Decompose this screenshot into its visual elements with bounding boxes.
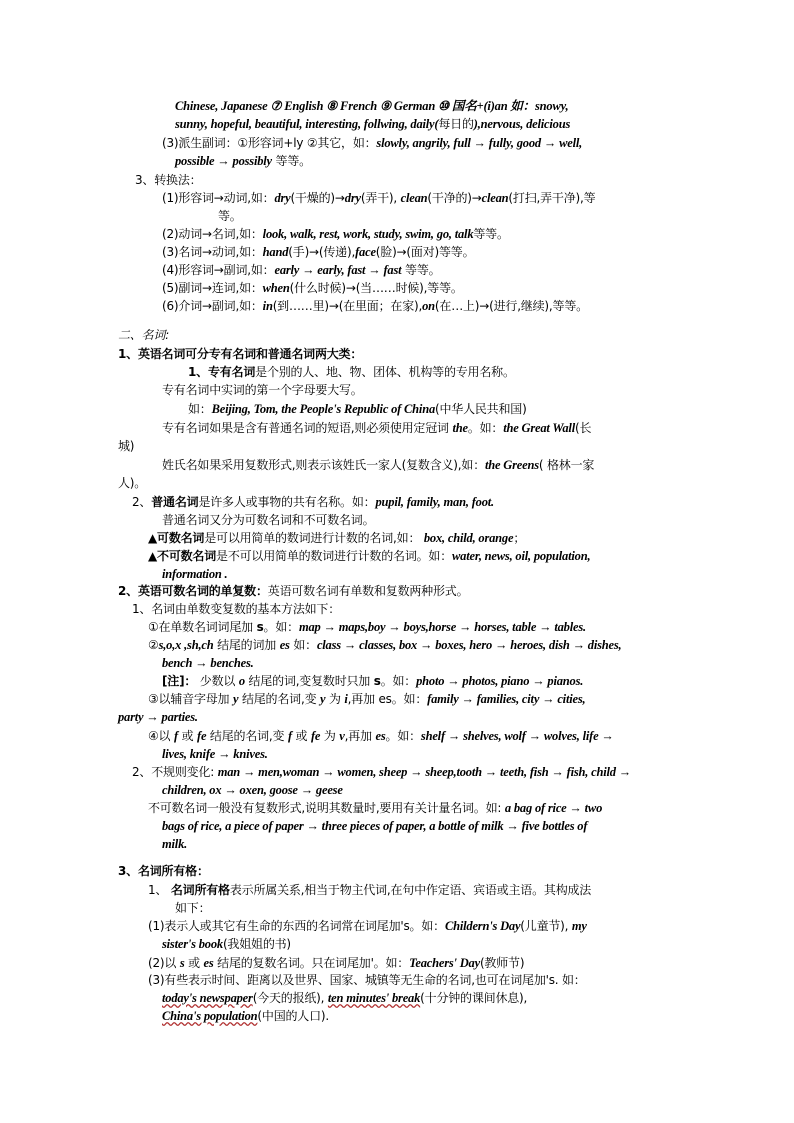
text-run: when	[262, 281, 290, 295]
text-run: 或	[291, 729, 311, 743]
text-run: f	[287, 729, 292, 743]
text-run: (2)动词→名词,如：	[162, 227, 263, 241]
text-run: (干燥的)→	[290, 191, 345, 205]
text-line	[162, 262, 440, 278]
text-run: ②	[148, 638, 159, 652]
text-run: (脸)→(面对)等等。	[375, 245, 475, 259]
text-run: s,o,x ,sh,ch	[158, 638, 214, 652]
text-run: Childern's Day	[444, 919, 521, 933]
text-run: (6)介词→副词,如：	[162, 299, 263, 313]
text-line	[148, 691, 585, 707]
text-line	[118, 709, 198, 725]
text-run: (到……里)→(在里面；在家),	[272, 299, 423, 313]
text-line	[118, 438, 134, 454]
text-run: Teachers' Day	[409, 956, 480, 970]
text-line	[118, 583, 468, 599]
text-run: y	[232, 692, 239, 706]
text-run: 结尾的名词,变	[238, 692, 320, 706]
text-run: 。如：	[385, 729, 421, 743]
text-line	[135, 172, 201, 188]
text-run: on	[422, 299, 435, 313]
text-run: 1、	[148, 883, 171, 897]
text-line	[162, 420, 591, 436]
text-run: the Greens	[485, 458, 539, 472]
text-run: 1、名词由单数变复数的基本方法如下：	[132, 602, 341, 616]
text-run: ④以	[148, 729, 174, 743]
text-line	[162, 298, 588, 314]
text-run: clean	[481, 191, 509, 205]
text-run: 结尾的名词,变	[206, 729, 288, 743]
text-line	[118, 475, 146, 491]
text-run: 或	[184, 956, 204, 970]
text-run: ( 格林一家	[538, 458, 595, 472]
text-run: man → men,woman → women, sheep → sheep,tooth → teeth, fish → fish, child →	[217, 765, 632, 779]
text-line	[132, 764, 631, 780]
text-line	[162, 244, 474, 260]
text-run: map → maps,boy → boys,horse → horses, table → tables.	[298, 620, 586, 634]
text-run: fe	[310, 729, 321, 743]
text-run: ①在单数名词词尾加	[148, 620, 257, 634]
text-run: bench → benches.	[162, 656, 254, 670]
text-run: 结尾的复数名词。只在词尾加'。如：	[213, 956, 410, 970]
text-run: (1)表示人或其它有生命的东西的名词常在词尾加's。如：	[148, 919, 445, 933]
text-line	[162, 818, 587, 834]
text-run: 3、转换法：	[135, 173, 202, 187]
text-run: (中华人民共和国)	[435, 402, 527, 416]
text-line	[175, 98, 568, 114]
text-run: 二、名词:	[118, 328, 170, 342]
text-line	[175, 153, 311, 169]
text-run: box, child, orange	[423, 531, 514, 545]
text-run: 等等。	[401, 263, 441, 277]
text-run: 专有名词如果是含有普通名词的短语,则必须使用定冠词	[162, 421, 453, 435]
text-run: possible → possibly	[175, 154, 272, 168]
text-run: pupil, family, man, foot.	[375, 495, 494, 509]
text-run: water, news, oil, population,	[452, 549, 591, 563]
text-line	[148, 918, 587, 934]
text-line	[162, 746, 268, 762]
text-line	[148, 972, 586, 988]
text-line	[118, 346, 362, 362]
text-line	[148, 955, 524, 971]
text-run: dry	[344, 191, 361, 205]
text-line	[162, 457, 594, 473]
text-run: 普通名词又分为可数名词和不可数名词。	[162, 513, 375, 527]
text-run: 专有名词中实词的第一个字母要大写。	[162, 383, 363, 397]
text-run: v	[339, 729, 345, 743]
text-run: ,再加 es。如：	[347, 692, 428, 706]
text-run: 1、专有名词	[188, 365, 256, 379]
text-line	[162, 1008, 329, 1024]
text-run: (弄干),	[360, 191, 401, 205]
text-line	[148, 619, 586, 635]
text-run: my	[571, 919, 587, 933]
text-run: 英语可数名词有单数和复数两种形式。	[267, 584, 469, 598]
text-run: 。如：	[380, 674, 417, 688]
text-run: 2、	[132, 495, 152, 509]
text-run: 是不可以用简单的数词进行计数的名词。如：	[216, 549, 453, 563]
text-run: y	[320, 692, 326, 706]
text-run: (4)形容词→副词,如：	[162, 263, 275, 277]
text-line	[162, 382, 363, 398]
text-run: 等等。	[473, 227, 509, 241]
text-run: 1、英语名词可分专有名词和普通名词两大类：	[118, 347, 363, 361]
text-run: 等。	[218, 209, 242, 223]
text-run: in	[262, 299, 273, 313]
text-run: s	[256, 620, 264, 634]
text-run: 3、名词所有格：	[118, 864, 209, 878]
text-run: lives, knife → knives.	[162, 747, 268, 761]
text-run: information .	[162, 567, 228, 581]
text-run: sister's book	[162, 937, 223, 951]
text-run: ▲可数名词	[148, 531, 205, 545]
text-run: s	[373, 674, 381, 688]
text-line	[162, 512, 374, 528]
text-run: (十分钟的课间休息),	[420, 991, 528, 1005]
text-run: ；	[513, 531, 526, 545]
text-run: shelf → shelves, wolf → wolves, life →	[420, 729, 614, 743]
text-line	[162, 190, 595, 206]
text-run: (3)名词→动词,如：	[162, 245, 263, 259]
text-run: ,再加	[344, 729, 376, 743]
text-run: 人)。	[118, 476, 147, 490]
text-run: 为	[325, 692, 345, 706]
text-line	[162, 990, 527, 1006]
text-run: milk.	[162, 837, 188, 851]
text-run: (今天的报纸),	[252, 991, 328, 1005]
text-run: fe	[196, 729, 207, 743]
text-line	[132, 601, 340, 617]
text-line	[132, 494, 494, 510]
text-run: (什么时候)→(当……时候),等等。	[289, 281, 463, 295]
text-run: 等等。	[271, 154, 311, 168]
text-run: photo → photos, piano → pianos.	[416, 674, 584, 688]
text-run: 为	[320, 729, 340, 743]
text-run: sunny, hopeful, beautiful, interesting, follwing, daily(	[175, 117, 439, 131]
text-line	[162, 135, 582, 151]
text-run: (教师节)	[479, 956, 525, 970]
text-line	[162, 673, 583, 689]
text-run: class → classes, box → boxes, hero → heroes, dish → dishes,	[316, 638, 622, 652]
text-line	[175, 900, 210, 916]
text-run: dry	[274, 191, 291, 205]
text-run: 普通名词	[151, 495, 199, 509]
text-run: (长	[574, 421, 592, 435]
text-run: 。如：	[263, 620, 299, 634]
text-line	[148, 728, 614, 744]
text-run: 是个别的人、地、物、团体、机构等的专用名称。	[255, 365, 515, 379]
text-run: hand	[262, 245, 289, 259]
text-line	[162, 936, 291, 952]
text-run: the Great Wall	[503, 421, 575, 435]
text-run: ),nervous, delicious	[473, 117, 571, 131]
text-run: 2、不规则变化:	[132, 765, 218, 779]
text-run: 结尾的词,变复数时只加	[244, 674, 374, 688]
text-line	[162, 782, 343, 798]
text-run: China's population	[162, 1009, 258, 1023]
text-line	[162, 566, 227, 582]
text-run: (手)→(传递),	[288, 245, 356, 259]
text-run: 少数以	[196, 674, 239, 688]
text-line	[162, 836, 187, 852]
text-run: ten minutes' break	[327, 991, 421, 1005]
text-run: look, walk, rest, work, study, swim, go, talk	[262, 227, 474, 241]
text-run: 名词所有格	[170, 883, 230, 897]
text-run: 不可数名词一般没有复数形式,说明其数量时,要用有关计量名词。如:	[148, 801, 505, 815]
text-run: 如下：	[175, 901, 211, 915]
text-run: (打扫,弄干净),等	[508, 191, 596, 205]
text-run: 2、英语可数名词的单复数：	[118, 584, 268, 598]
text-run: 如：	[289, 638, 317, 652]
text-run: (在…上)→(进行,继续),等等。	[434, 299, 588, 313]
text-run: es	[375, 729, 386, 743]
text-line	[148, 637, 621, 653]
text-line	[218, 208, 242, 224]
text-run: party → parties.	[118, 710, 198, 724]
text-line	[188, 364, 515, 380]
text-run: 姓氏名如果采用复数形式,则表示该姓氏一家人(复数含义),如：	[162, 458, 485, 472]
text-run: (1)形容词→动词,如：	[162, 191, 275, 205]
text-run: 城)	[118, 439, 135, 453]
text-run: (3)有些表示时间、距离以及世界、国家、城镇等无生命的名词,也可在词尾加's. 如：	[148, 973, 586, 987]
text-run: today's newspaper	[162, 991, 253, 1005]
text-line	[148, 548, 590, 564]
text-run: clean	[400, 191, 428, 205]
text-line	[118, 863, 209, 879]
text-run: Chinese, Japanese ⑦ English ⑧ French ⑨ German ⑩ 国名+(i)an 如：snowy,	[175, 99, 569, 113]
text-run: i	[344, 692, 348, 706]
text-run: es	[279, 638, 290, 652]
text-line	[148, 800, 602, 816]
text-line	[175, 116, 570, 132]
text-run: family → families, city → cities,	[427, 692, 586, 706]
text-run: (5)副词→连词,如：	[162, 281, 263, 295]
text-run: 如：	[188, 402, 212, 416]
text-run: (我姐姐的书)	[222, 937, 291, 951]
text-run: 。如：	[467, 421, 504, 435]
text-line	[148, 530, 525, 546]
text-run: (2)以	[148, 956, 180, 970]
text-run: a bag of rice → two	[504, 801, 603, 815]
text-run: children, ox → oxen, goose → geese	[162, 783, 343, 797]
text-run: bags of rice, a piece of paper → three pieces of paper, a bottle of milk → five bottles of	[162, 819, 588, 833]
text-run: f	[173, 729, 178, 743]
text-run: early → early, fast → fast	[274, 263, 402, 277]
text-run: s	[179, 956, 185, 970]
text-run: Beijing, Tom, the People's Republic of China	[211, 402, 435, 416]
text-run: the	[452, 421, 468, 435]
text-run: face	[355, 245, 376, 259]
text-run: 每日的	[438, 117, 474, 131]
text-run: (中国的人口).	[257, 1009, 329, 1023]
text-run: (干净的)→	[427, 191, 482, 205]
text-run: [注]：	[162, 674, 197, 688]
text-line	[118, 327, 169, 343]
text-run: slowly, angrily, full → fully, good → well,	[376, 136, 583, 150]
text-run: 或	[177, 729, 197, 743]
text-line	[162, 280, 463, 296]
text-run: 是可以用简单的数词进行计数的名词,如：	[204, 531, 424, 545]
text-run: (3)派生副词：①形容词+ly ②其它，如：	[162, 136, 377, 150]
text-line	[148, 882, 591, 898]
text-line	[162, 655, 254, 671]
text-run: ▲不可数名词	[148, 549, 217, 563]
text-run: o	[238, 674, 245, 688]
text-run: 表示所属关系,相当于物主代词,在句中作定语、宾语或主语。其构成法	[229, 883, 592, 897]
text-run: 是许多人或事物的共有名称。如：	[198, 495, 376, 509]
text-run: 结尾的词加	[213, 638, 280, 652]
text-run: (儿童节),	[520, 919, 572, 933]
text-line	[188, 401, 527, 417]
text-run: es	[203, 956, 214, 970]
text-line	[162, 226, 509, 242]
text-run: ③以辅音字母加	[148, 692, 233, 706]
